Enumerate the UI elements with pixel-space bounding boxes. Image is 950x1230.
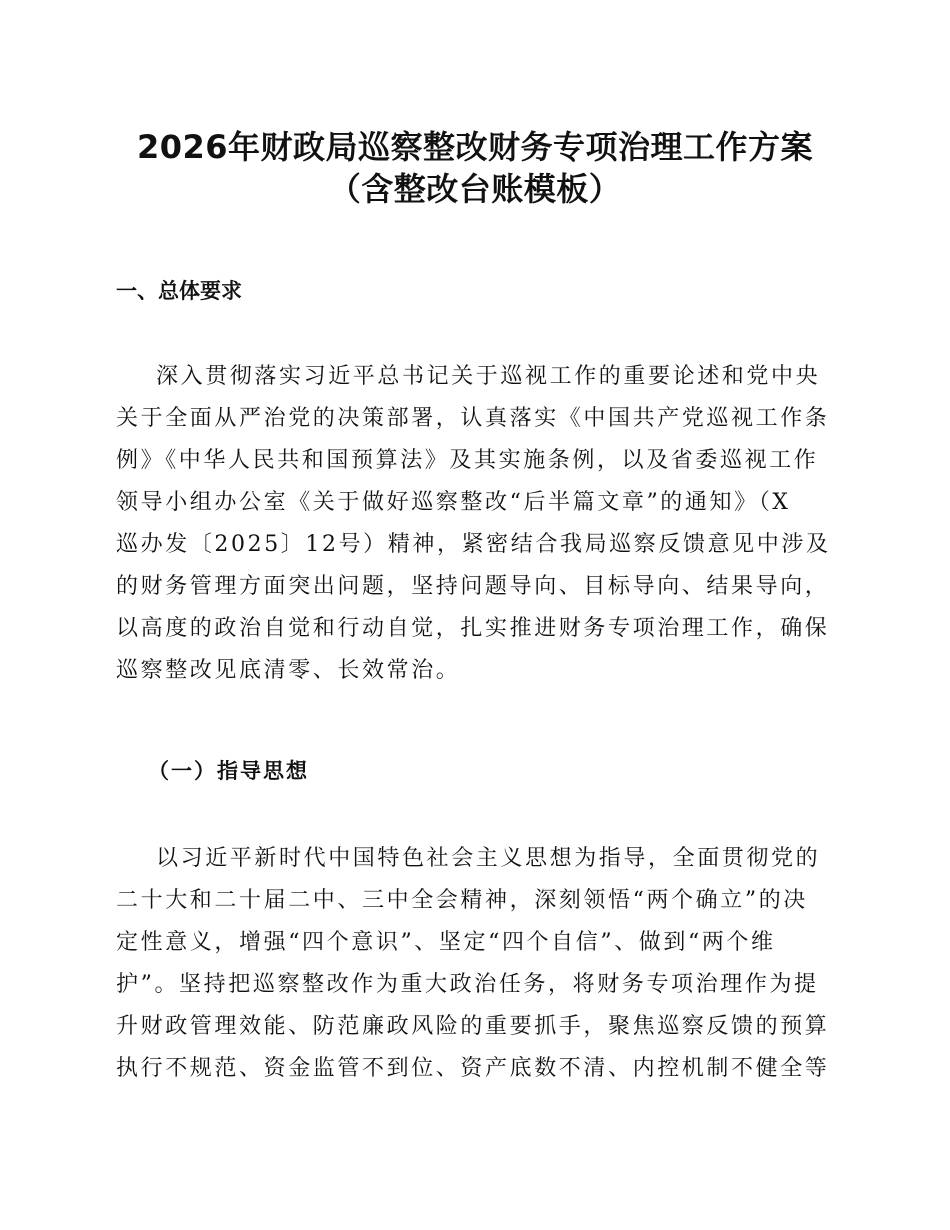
paragraph-line: 例》《中华人民共和国预算法》及其实施条例，以及省委巡视工作 <box>116 448 819 473</box>
section-paragraph <box>116 356 836 692</box>
paragraph-line: 关于全面从严治党的决策部署，认真落实《中国共产党巡视工作条 <box>116 406 830 431</box>
paragraph-line: 执行不规范、资金监管不到位、资产底数不清、内控机制不健全等 <box>116 1056 830 1081</box>
paragraph-line: 领导小组办公室《关于做好巡察整改“后半篇文章”的通知》（X <box>116 490 791 515</box>
paragraph-line: 二十大和二十届二中、三中全会精神，深刻领悟“两个确立”的决 <box>116 888 808 913</box>
paragraph-line: 护”。坚持把巡察整改作为重大政治任务，将财务专项治理作为提 <box>116 972 819 997</box>
paragraph-line: 定性意义，增强“四个意识”、坚定“四个自信”、做到“两个维 <box>116 930 776 955</box>
section-heading-overall-requirements: 一、总体要求 <box>116 279 242 303</box>
paragraph-line: 的财务管理方面突出问题，坚持问题导向、目标导向、结果导向， <box>116 574 830 599</box>
paragraph-line: 以习近平新时代中国特色社会主义思想为指导，全面贯彻党的 <box>156 846 821 871</box>
subsection-paragraph <box>116 838 836 1090</box>
paragraph-line: 升财政管理效能、防范廉政风险的重要抓手，聚焦巡察反馈的预算 <box>116 1014 830 1039</box>
paragraph-line: 巡察整改见底清零、长效常治。 <box>116 658 461 683</box>
document-title: 2026年财政局巡察整改财务专项治理工作方案 <box>136 128 814 166</box>
paragraph-line: 以高度的政治自觉和行动自觉，扎实推进财务专项治理工作，确保 <box>116 616 830 641</box>
subsection-heading-guiding-ideology: （一）指导思想 <box>148 759 309 783</box>
paragraph-line: 巡办发〔2025〕12号）精神，紧密结合我局巡察反馈意见中涉及 <box>116 532 831 557</box>
paragraph-line: 深入贯彻落实习近平总书记关于巡视工作的重要论述和党中央 <box>156 364 821 389</box>
document-subtitle: （含整改台账模板） <box>328 170 622 208</box>
